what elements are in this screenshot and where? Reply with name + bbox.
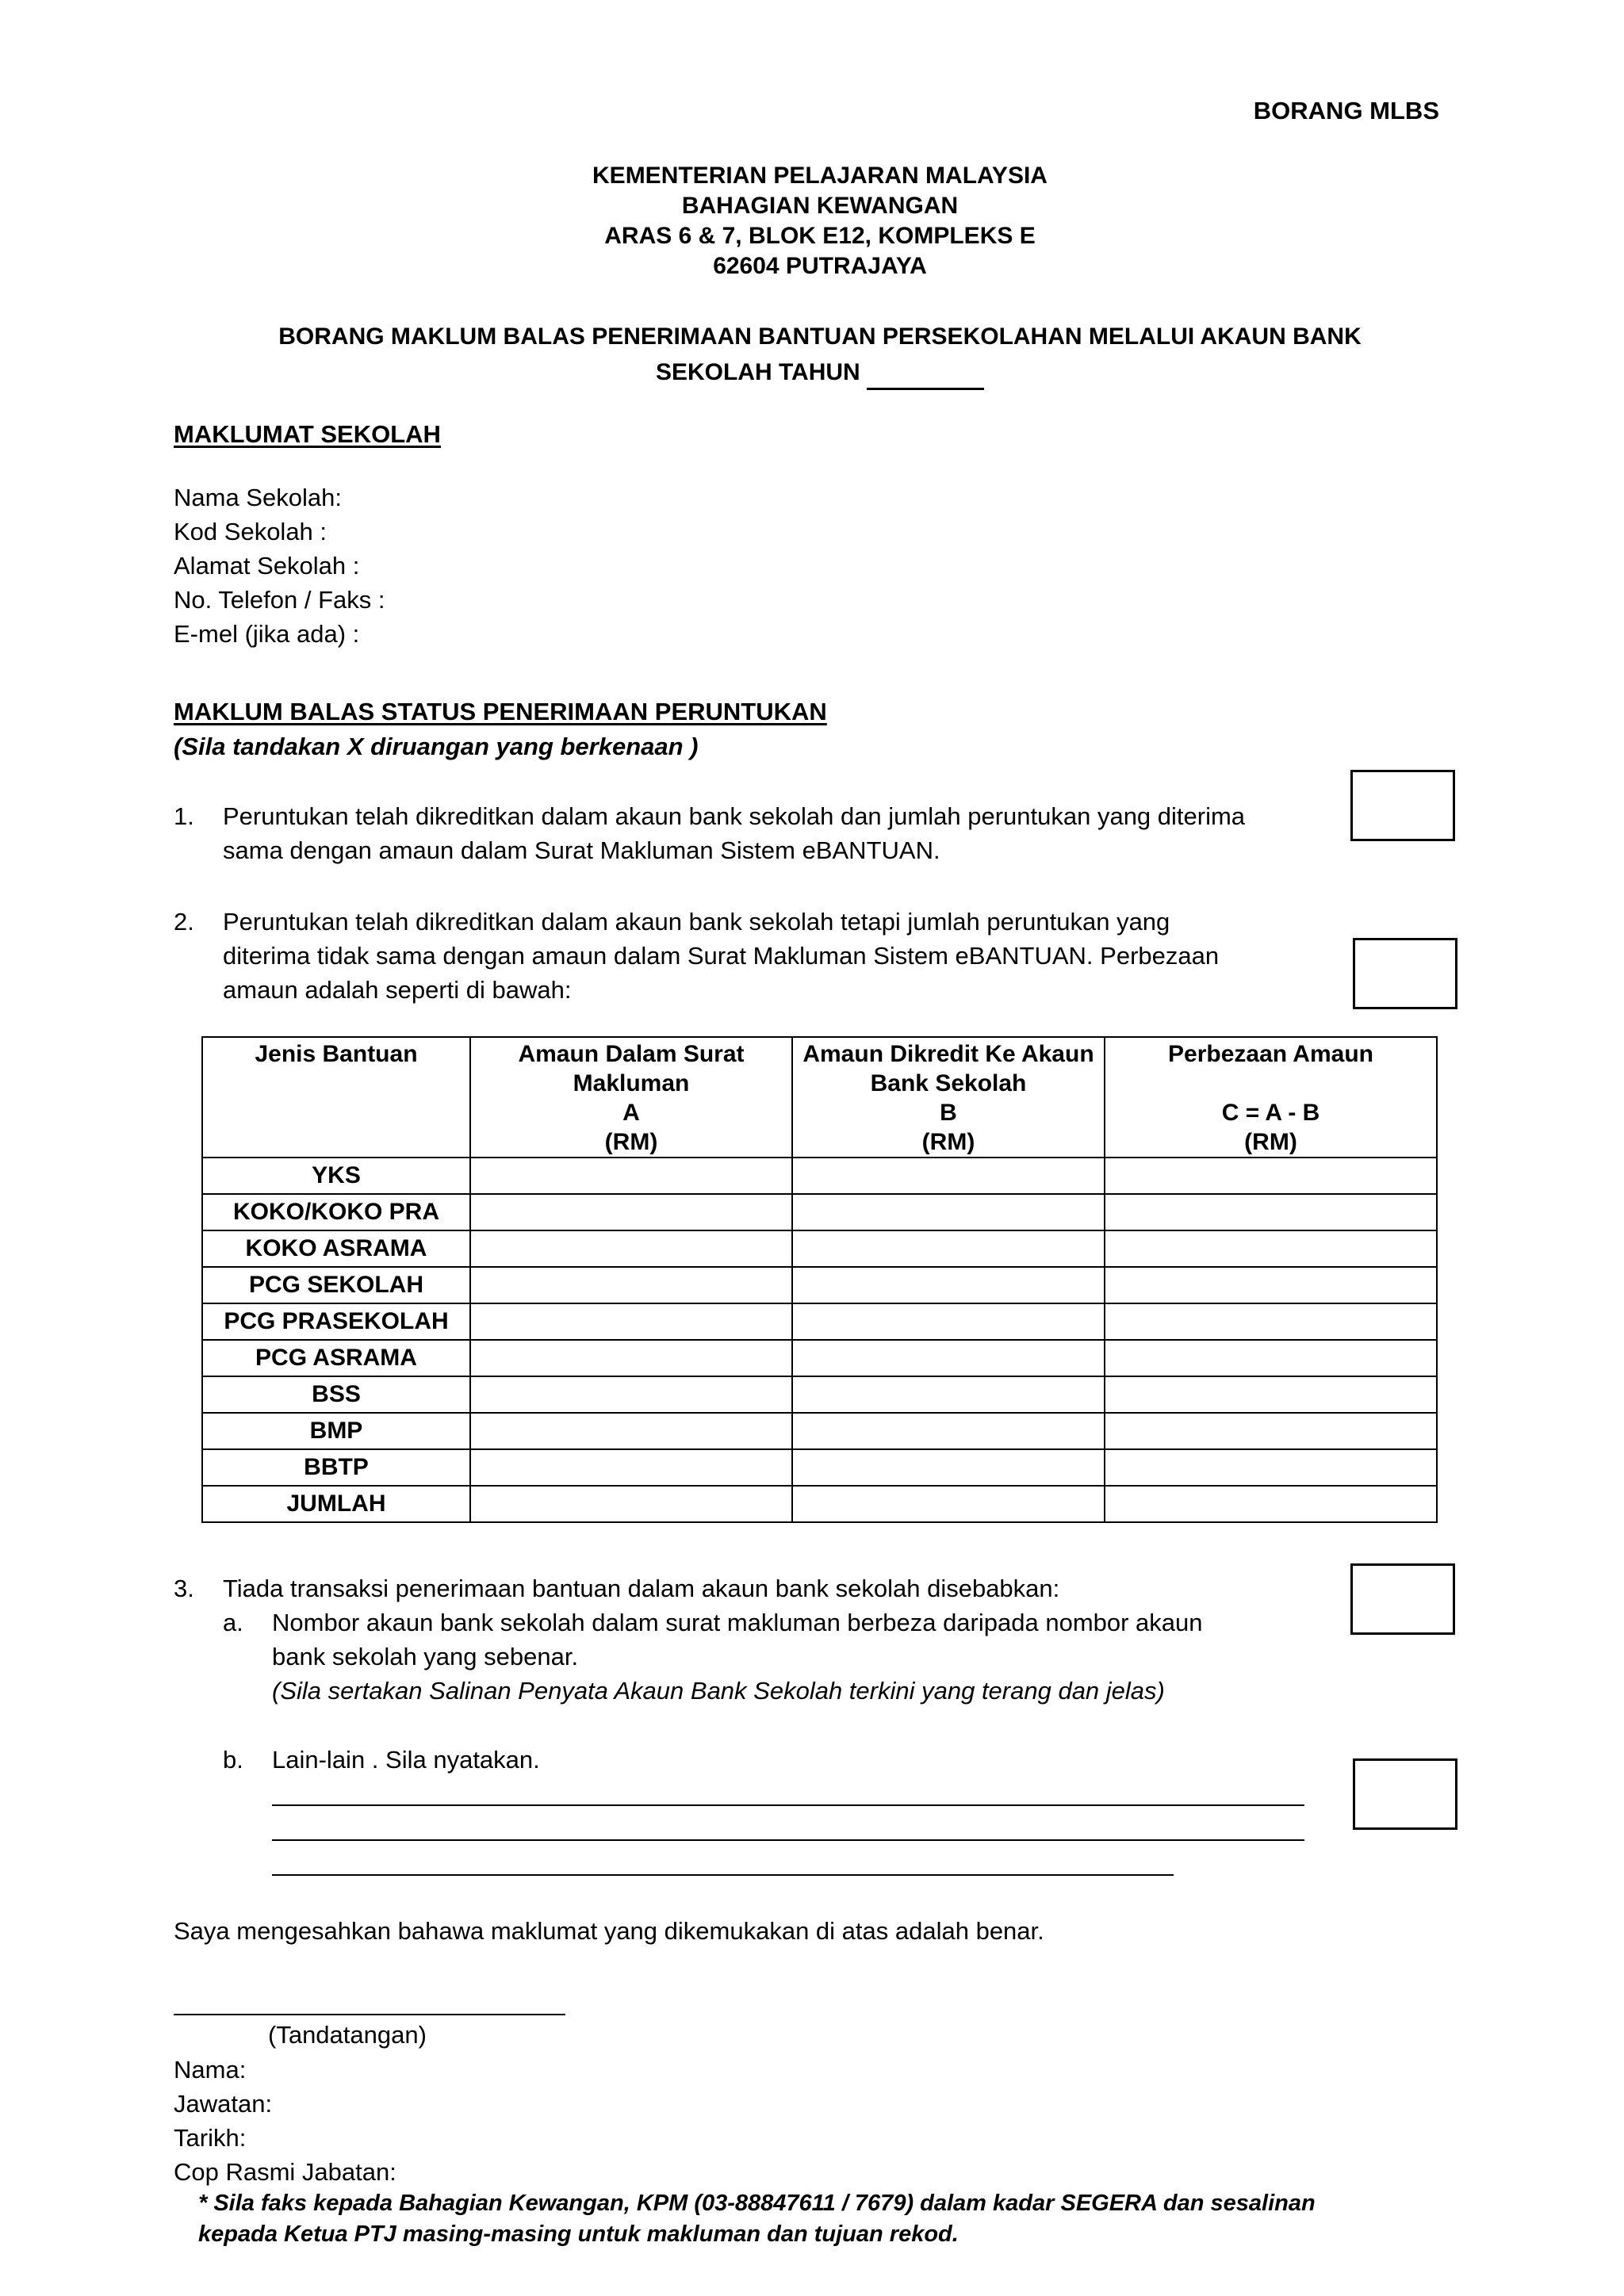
header-text: Jenis Bantuan (255, 1041, 418, 1067)
header-text: Perbezaan Amaun (1168, 1041, 1373, 1067)
checkbox-item3b[interactable] (1353, 1758, 1457, 1830)
table-row (202, 1340, 1437, 1376)
row-label: BBTP (202, 1449, 470, 1486)
footnote-line2: kepada Ketua PTJ masing-masing untuk makluman dan tujuan rekod. (198, 2221, 959, 2247)
item3a-line2: bank sekolah yang sebenar. (272, 1643, 579, 1670)
cell-amount-a[interactable] (470, 1158, 792, 1194)
item3b-label: b. (223, 1746, 243, 1774)
item3a-note: (Sila sertakan Salinan Penyata Akaun Bank Sekolah terkini yang terang dan jelas) (272, 1677, 1165, 1705)
table-row (202, 1376, 1437, 1413)
checkbox-item3a[interactable] (1350, 1563, 1455, 1635)
cell-amount-c[interactable] (1105, 1413, 1437, 1449)
form-title-line2 (0, 354, 1624, 390)
footnote-line1: * Sila faks kepada Bahagian Kewangan, KPM (03-88847611 / 7679) dalam kadar SEGERA dan sesalinan (198, 2191, 1316, 2216)
cell-amount-a[interactable] (470, 1413, 792, 1449)
cell-amount-a[interactable] (470, 1230, 792, 1267)
table-header-row (202, 1037, 1437, 1158)
difference-table (201, 1036, 1438, 1523)
table-row (202, 1449, 1437, 1486)
cell-amount-b[interactable] (792, 1230, 1105, 1267)
field-email: E-mel (jika ada) : (174, 620, 360, 648)
status-instruction: (Sila tandakan X diruangan yang berkenaan ) (174, 733, 699, 760)
header-text: (RM) (604, 1129, 658, 1155)
cell-amount-a[interactable] (470, 1449, 792, 1486)
header-line: BAHAGIAN KEWANGAN (681, 193, 959, 219)
signature-caption: (Tandatangan) (268, 2021, 427, 2049)
item2-number: 2. (174, 908, 194, 936)
write-line[interactable] (272, 1874, 1174, 1876)
cell-amount-b[interactable] (792, 1340, 1105, 1376)
field-phone-fax: No. Telefon / Faks : (174, 586, 385, 614)
cell-amount-b[interactable] (792, 1486, 1105, 1522)
header-text: Amaun Dalam Surat (518, 1041, 745, 1067)
item1-number: 1. (174, 802, 194, 830)
form-title (0, 319, 1624, 390)
row-label: YKS (202, 1158, 470, 1194)
cell-amount-a[interactable] (470, 1376, 792, 1413)
school-info-heading: MAKLUMAT SEKOLAH (174, 420, 441, 448)
field-jawatan: Jawatan: (174, 2090, 273, 2118)
field-school-code: Kod Sekolah : (174, 518, 327, 545)
cell-amount-a[interactable] (470, 1303, 792, 1340)
cell-amount-b[interactable] (792, 1413, 1105, 1449)
cell-amount-c[interactable] (1105, 1303, 1437, 1340)
form-title-line1: BORANG MAKLUM BALAS PENERIMAAN BANTUAN PERSEKOLAHAN MELALUI AKAUN BANK (278, 323, 1362, 350)
header-spacer (1105, 1069, 1436, 1098)
form-code: BORANG MLBS (1253, 97, 1439, 124)
cell-amount-b[interactable] (792, 1194, 1105, 1230)
cell-amount-c[interactable] (1105, 1230, 1437, 1267)
field-tarikh: Tarikh: (174, 2124, 247, 2152)
year-blank[interactable] (867, 364, 984, 390)
ministry-header (0, 161, 1624, 281)
row-label: JUMLAH (202, 1486, 470, 1522)
status-heading: MAKLUM BALAS STATUS PENERIMAAN PERUNTUKAN (174, 698, 827, 725)
item2-line1: Peruntukan telah dikreditkan dalam akaun bank sekolah tetapi jumlah peruntukan yang (223, 908, 1170, 936)
checkbox-item1[interactable] (1350, 770, 1455, 841)
row-label: PCG ASRAMA (202, 1340, 470, 1376)
cell-amount-c[interactable] (1105, 1449, 1437, 1486)
row-label: PCG SEKOLAH (202, 1267, 470, 1303)
table-row (202, 1194, 1437, 1230)
item1-line2: sama dengan amaun dalam Surat Makluman Sistem eBANTUAN. (223, 836, 940, 864)
signature-line[interactable] (174, 2014, 565, 2015)
row-label: PCG PRASEKOLAH (202, 1303, 470, 1340)
table-row (202, 1267, 1437, 1303)
table-row (202, 1230, 1437, 1267)
header-text: Amaun Dikredit Ke Akaun (802, 1041, 1094, 1067)
field-cop-rasmi: Cop Rasmi Jabatan: (174, 2158, 396, 2186)
row-label: KOKO ASRAMA (202, 1230, 470, 1267)
cell-amount-c[interactable] (1105, 1340, 1437, 1376)
header-amaun-dikredit (792, 1037, 1105, 1158)
item1-line1: Peruntukan telah dikreditkan dalam akaun bank sekolah dan jumlah peruntukan yang diterima (223, 802, 1246, 830)
confirmation-text: Saya mengesahkan bahawa maklumat yang dikemukakan di atas adalah benar. (174, 1917, 1044, 1945)
table-row (202, 1158, 1437, 1194)
item3a-label: a. (223, 1609, 243, 1636)
header-amaun-surat (470, 1037, 792, 1158)
school-info-fields (174, 480, 385, 651)
item3a-line1: Nombor akaun bank sekolah dalam surat makluman berbeza daripada nombor akaun (272, 1609, 1203, 1636)
item3a-text (272, 1605, 1316, 1708)
header-line: KEMENTERIAN PELAJARAN MALAYSIA (592, 163, 1048, 189)
item3-number: 3. (174, 1575, 194, 1602)
header-text: B (940, 1100, 957, 1126)
cell-amount-b[interactable] (792, 1449, 1105, 1486)
cell-amount-a[interactable] (470, 1194, 792, 1230)
row-label: BMP (202, 1413, 470, 1449)
item1-text (223, 799, 1316, 867)
cell-amount-a[interactable] (470, 1486, 792, 1522)
form-title-year-label: SEKOLAH TAHUN (655, 359, 860, 385)
cell-amount-c[interactable] (1105, 1158, 1437, 1194)
header-text: (RM) (921, 1129, 975, 1155)
footnote (198, 2188, 1440, 2250)
header-line: 62604 PUTRAJAYA (713, 253, 927, 279)
header-text: A (622, 1100, 640, 1126)
cell-amount-b[interactable] (792, 1158, 1105, 1194)
item3-text: Tiada transaksi penerimaan bantuan dalam akaun bank sekolah disebabkan: (223, 1575, 1060, 1602)
field-school-address: Alamat Sekolah : (174, 552, 360, 580)
field-school-name: Nama Sekolah: (174, 484, 342, 511)
cell-amount-b[interactable] (792, 1303, 1105, 1340)
write-line[interactable] (272, 1804, 1304, 1806)
header-perbezaan (1105, 1037, 1437, 1158)
cell-amount-b[interactable] (792, 1376, 1105, 1413)
checkbox-item2[interactable] (1353, 938, 1457, 1009)
cell-amount-c[interactable] (1105, 1267, 1437, 1303)
item2-line2: diterima tidak sama dengan amaun dalam Surat Makluman Sistem eBANTUAN. Perbezaan (223, 942, 1220, 970)
header-text: Makluman (573, 1070, 690, 1096)
table-row (202, 1413, 1437, 1449)
item3b-text: Lain-lain . Sila nyatakan. (272, 1746, 540, 1774)
write-line[interactable] (272, 1839, 1304, 1841)
signature-fields (174, 2053, 396, 2189)
item2-line3: amaun adalah seperti di bawah: (223, 976, 572, 1004)
row-label: BSS (202, 1376, 470, 1413)
cell-amount-c[interactable] (1105, 1486, 1437, 1522)
item2-text (223, 905, 1316, 1007)
row-label: KOKO/KOKO PRA (202, 1194, 470, 1230)
header-text: Bank Sekolah (870, 1070, 1027, 1096)
cell-amount-c[interactable] (1105, 1194, 1437, 1230)
header-line: ARAS 6 & 7, BLOK E12, KOMPLEKS E (604, 223, 1036, 249)
cell-amount-a[interactable] (470, 1267, 792, 1303)
header-jenis-bantuan (202, 1037, 470, 1158)
cell-amount-a[interactable] (470, 1340, 792, 1376)
field-nama: Nama: (174, 2056, 247, 2084)
header-text: (RM) (1244, 1129, 1297, 1155)
cell-amount-c[interactable] (1105, 1376, 1437, 1413)
table-row (202, 1303, 1437, 1340)
cell-amount-b[interactable] (792, 1267, 1105, 1303)
table-row (202, 1486, 1437, 1522)
header-text: C = A - B (1221, 1100, 1320, 1126)
